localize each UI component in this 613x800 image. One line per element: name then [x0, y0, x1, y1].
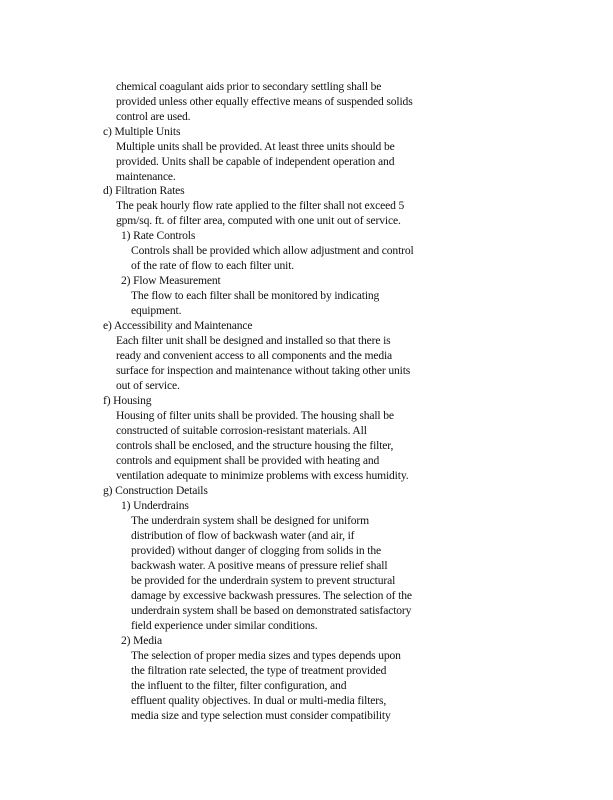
text-line: The flow to each filter shall be monitored by indicating: [131, 289, 380, 302]
text-line: The peak hourly flow rate applied to the filter shall not exceed 5: [116, 199, 405, 212]
text-line: chemical coagulant aids prior to secondary settling shall be: [116, 80, 382, 93]
text-line: controls and equipment shall be provided with heating and: [116, 454, 380, 467]
text-line: media size and type selection must consider compatibility: [131, 709, 391, 722]
text-line: provided unless other equally effective means of suspended solids: [116, 95, 413, 108]
text-line: controls shall be enclosed, and the structure housing the filter,: [116, 439, 394, 452]
text-line: Housing of filter units shall be provided. The housing shall be: [116, 409, 394, 422]
text-line: Each filter unit shall be designed and installed so that there is: [116, 334, 391, 347]
text-line: Multiple units shall be provided. At least three units should be: [116, 140, 395, 153]
subsection-heading-rate-controls: 1) Rate Controls: [121, 229, 196, 242]
text-line: The selection of proper media sizes and types depends upon: [131, 649, 401, 662]
text-line: ventilation adequate to minimize problems with excess humidity.: [116, 469, 409, 482]
text-line: damage by excessive backwash pressures. The selection of the: [131, 589, 412, 602]
text-line: out of service.: [116, 379, 180, 392]
section-heading-accessibility: e) Accessibility and Maintenance: [103, 319, 253, 332]
text-line: maintenance.: [116, 170, 176, 183]
text-line: control are used.: [116, 110, 191, 123]
text-line: effluent quality objectives. In dual or multi-media filters,: [131, 694, 387, 707]
text-line: ready and convenient access to all components and the media: [116, 349, 393, 362]
section-heading-filtration-rates: d) Filtration Rates: [103, 184, 185, 197]
text-line: underdrain system shall be based on demonstrated satisfactory: [131, 604, 412, 617]
text-line: surface for inspection and maintenance without taking other units: [116, 364, 411, 377]
section-heading-construction-details: g) Construction Details: [103, 484, 208, 497]
text-line: provided. Units shall be capable of independent operation and: [116, 155, 395, 168]
text-line: field experience under similar conditions.: [131, 619, 318, 632]
text-line: the filtration rate selected, the type of treatment provided: [131, 664, 387, 677]
text-line: gpm/sq. ft. of filter area, computed with one unit out of service.: [116, 214, 401, 227]
text-line: distribution of flow of backwash water (and air, if: [131, 529, 355, 542]
text-line: The underdrain system shall be designed for uniform: [131, 514, 370, 527]
text-line: Controls shall be provided which allow adjustment and control: [131, 244, 414, 257]
section-heading-housing: f) Housing: [103, 394, 152, 407]
section-heading-multiple-units: c) Multiple Units: [103, 125, 181, 138]
subsection-heading-underdrains: 1) Underdrains: [121, 499, 189, 512]
text-line: of the rate of flow to each filter unit.: [131, 259, 295, 272]
text-line: provided) without danger of clogging from solids in the: [131, 544, 381, 557]
text-line: constructed of suitable corrosion-resistant materials. All: [116, 424, 367, 437]
text-line: be provided for the underdrain system to prevent structural: [131, 574, 396, 587]
text-line: backwash water. A positive means of pressure relief shall: [131, 559, 388, 572]
text-line: equipment.: [131, 304, 182, 317]
subsection-heading-media: 2) Media: [121, 634, 162, 647]
text-line: the influent to the filter, filter configuration, and: [131, 679, 347, 692]
subsection-heading-flow-measurement: 2) Flow Measurement: [121, 274, 221, 287]
